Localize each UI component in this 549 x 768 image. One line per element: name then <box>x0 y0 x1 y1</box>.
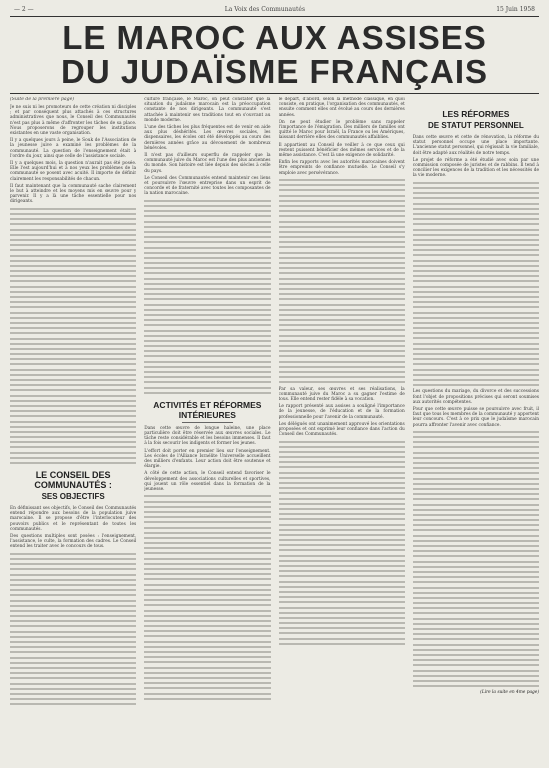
paragraph: culture française, le Maroc, on peut constater que la situation du judaïsme marocain est la préoccupation constante de nos dirigeants. La communauté s'est attachée à maintenir ses traditions tout en s'ouvrant au monde moderne. <box>144 97 271 123</box>
running-head <box>10 6 539 14</box>
paragraph: Le rapport présenté aux assises a souligné l'importance de la jeunesse, de l'éducation et de la formation professionnelle pour l'avenir de la communauté. <box>278 404 405 420</box>
paragraph: Le Conseil des Communautés entend maintenir ces liens et poursuivre l'œuvre entreprise dans un esprit de concorde et de fraternité avec toutes les composantes de la nation marocaine. <box>144 175 271 197</box>
paragraph: Le projet de réforme a été étudié avec soin par une commission composée de juristes et de rabbins. Il tend à concilier les exigences de la tradition et les nécessités de la vie moderne. <box>412 157 539 179</box>
text-lines <box>413 182 539 386</box>
paragraph: L'effort doit porter en premier lieu sur l'enseignement. Les écoles de l'Alliance Israélite Universelle accueillent des milliers d'enfants. Leur action doit être soutenue et élargie. <box>144 448 271 470</box>
headline-line-2: DU JUDAÏSME FRANÇAIS <box>60 53 489 90</box>
paragraph: Il y a quelques mois, la question n'aurait pas été posée. Elle l'est aujourd'hui et à nos yeux les problèmes de la communauté se posent avec acuité. Il importe de définir clairement les responsabilités de chacun. <box>10 161 137 182</box>
paragraph: On ne peut étudier le problème sans rappeler l'importance de l'émigration. Des milliers de familles ont quitté le Maroc pour Israël, la France ou les Amériques, laissant derrière elles des communautés affaiblies. <box>278 119 405 141</box>
column-4 <box>413 97 539 768</box>
column-2 <box>144 97 270 768</box>
text-lines <box>10 553 136 705</box>
paragraph: Les questions du mariage, du divorce et des successions font l'objet de propositions précises qui seront soumises aux autorités compétentes. <box>412 389 539 405</box>
paragraph: le départ, d'abord, selon la méthode classique, en quoi consiste, en pratique, l'organisation des communautés, et ensuite comment elles ont évolué au cours des dernières années. <box>278 97 405 118</box>
paragraph: Il faut maintenant que la communauté sache clairement le but à atteindre et les moyens mis en œuvre pour y parvenir. Il y a là une tâche essentielle pour nos dirigeants. <box>10 183 137 205</box>
paragraph: Les délégués ont unanimement approuvé les orientations proposées et ont exprimé leur confiance dans l'action du Conseil des Communautés. <box>278 421 405 438</box>
headline-line-1: LE MAROC AUX ASSISES <box>62 19 487 56</box>
paragraph: Il appartient au Conseil de veiller à ce que ceux qui restent puissent bénéficier des mêmes services et de la même assistance. C'est là une exigence de solidarité. <box>278 142 405 159</box>
paragraph: Il n'est pas d'ailleurs superflu de rappeler que la communauté juive du Maroc est l'une des plus anciennes du monde. Son histoire est liée depuis des siècles à celle du pays. <box>144 153 271 174</box>
headline-rule <box>10 93 539 94</box>
paragraph: Dans cette œuvre et cette de rénovation, la réforme du statut personnel occupe une place importante. L'ancienne statut personnel, qui régissait la vie familiale, doit être adapté aux réalités de notre temps. <box>412 135 539 156</box>
top-rule <box>10 16 539 17</box>
section-subtitle: DE STATUT PERSONNEL <box>428 121 524 130</box>
column-3 <box>279 97 405 768</box>
text-lines <box>279 441 405 645</box>
text-lines <box>413 431 539 687</box>
paragraph: A côté de cette action, le Conseil entend favoriser le développement des associations culturelles et sportives, qui jouent un rôle essentiel dans la formation de la jeunesse. <box>144 471 271 493</box>
section-title: LE CONSEIL DES COMMUNAUTÉS : <box>34 470 112 491</box>
paragraph: Des questions multiples sont posées : l'enseignement, l'assistance, le culte, la formation des cadres. Le Conseil entend les traiter avec le concours de tous. <box>10 534 137 550</box>
text-lines <box>10 208 136 464</box>
paragraph: En définissant ses objectifs, le Conseil des Communautés entend répondre aux besoins de la population juive marocaine. Il se propose d'être l'interlocuteur des pouvoirs publics et le représentant de toutes les communautés. <box>10 506 137 532</box>
page-number: — 2 — <box>14 6 34 13</box>
continuation-note: (Suite de la première page) <box>10 97 75 102</box>
text-lines <box>279 179 405 383</box>
paragraph: Pour que cette œuvre puisse se poursuivre avec fruit, il faut que tous les membres de la communauté y apportent leur concours. C'est à ce prix que le judaïsme marocain pourra affronter l'avenir avec confiance. <box>412 406 539 428</box>
text-lines <box>144 200 270 394</box>
section-subtitle: SES OBJECTIFS <box>41 492 105 502</box>
section-title: LES RÉFORMES <box>442 109 510 119</box>
headline <box>10 21 539 89</box>
article-columns <box>10 97 539 768</box>
paragraph: Enfin les rapports avec les autorités marocaines doivent être empreints de confiance mutuelle. Le Conseil s'y emploie avec persévérance. <box>278 160 405 176</box>
issue-date: 15 Juin 1958 <box>496 6 535 13</box>
section-title: ACTIVITÉS ET RÉFORMES INTÉRIEURES <box>153 399 262 420</box>
text-lines <box>144 495 270 699</box>
paragraph: Par sa valeur, ses œuvres et ses réalisations, la communauté juive du Maroc a su gagner l'estime de tous. Elle entend rester fidèle à sa vocation. <box>278 386 405 402</box>
paragraph: Je ne suis ni les promoteurs de cette création ni disciples ; et par conséquent plus attachés à ces structures administratives que nous, le Conseil des Communautés n'est pas plus à même d'affronter les tâches de sa place. Nous proposerons de regrouper les institutions existantes en une vaste organisation. <box>10 105 137 137</box>
section-rule <box>182 422 233 423</box>
paragraph: Dans cette œuvre de longue haleine, une place particulière doit être réservée aux œuvres sociales. Le tâche reste considérable et les besoins immenses. Il faut à la fois secourir les indigents et former les jeunes. <box>144 425 271 447</box>
continuation-link[interactable]: (Lire la suite en 4me page) <box>480 690 539 696</box>
column-1 <box>10 97 136 768</box>
paragraph: L'une des tâches les plus fréquentes est de venir en aide aux plus déshérités. Les œuvres sociales, les dispensaires, les écoles ont été développés au cours des dernières années grâce au dévouement de nombreux bénévoles. <box>144 125 271 151</box>
newspaper-name: La Voix des Communautés <box>224 6 306 13</box>
paragraph: Il y a quelques jours à peine, le Souk de l'Association de la jeunesse juive a examiné les problèmes de la communauté. La question de l'enseignement était à l'ordre du jour, ainsi que celle de l'assistance sociale. <box>10 138 137 159</box>
